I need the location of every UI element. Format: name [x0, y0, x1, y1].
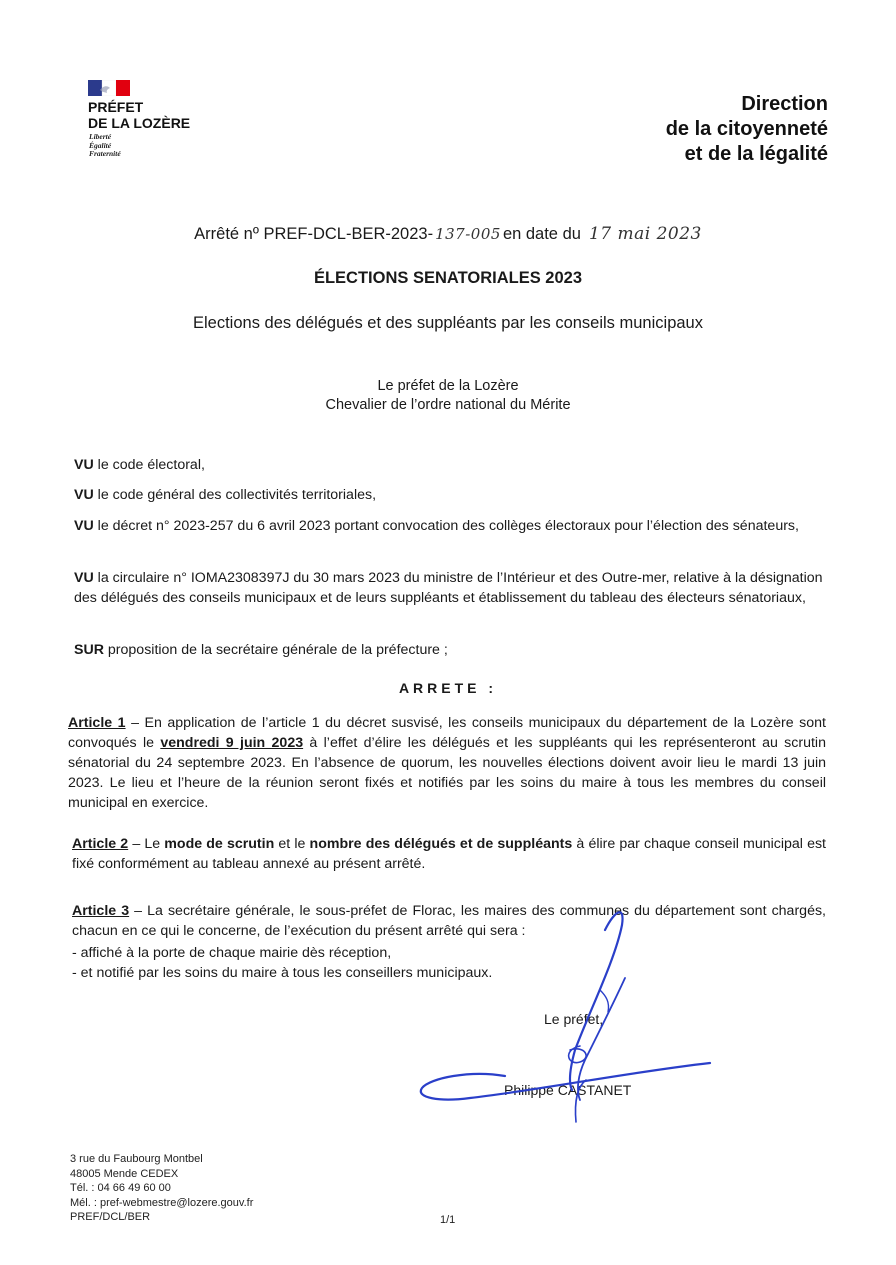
article-2-label: Article 2: [72, 836, 129, 852]
signature-flick: [600, 990, 609, 1012]
article-1-date-highlight: vendredi 9 juin 2023: [160, 735, 304, 751]
prefet-identity: [0, 377, 896, 415]
page-number: 1/1: [440, 1214, 456, 1226]
prefet-identity-line-2: Chevalier de l’ordre national du Mérite: [325, 397, 571, 413]
direction-line-2: de la citoyenneté: [665, 118, 828, 140]
article-3-label: Article 3: [72, 903, 130, 919]
visa-keyword: VU: [74, 570, 94, 586]
footer-line-4: Mél. : pref-webmestre@lozere.gouv.fr: [70, 1196, 254, 1209]
prefet-identity-line-1: Le préfet de la Lozère: [377, 378, 519, 394]
visa-text: le code général des collectivités territoriales,: [93, 487, 377, 503]
signature-loop: [569, 1046, 586, 1063]
visa-keyword: SUR: [74, 642, 104, 658]
article-2: [72, 834, 826, 874]
visa-5: [74, 640, 826, 660]
arrete-number-handwritten: 137-005: [435, 225, 501, 243]
visa-text: le décret n° 2023-257 du 6 avril 2023 portant convocation des collèges électoraux pour l’élection des sénateurs,: [93, 518, 799, 534]
visa-4: [74, 568, 826, 608]
flag-red-band: [116, 80, 130, 96]
visa-keyword: VU: [74, 487, 94, 503]
document-subtitle: Elections des délégués et des suppléants par les conseils municipaux: [193, 314, 703, 332]
prefet-line-2: DE LA LOZÈRE: [88, 115, 191, 131]
article-2-text-b: et le: [274, 836, 310, 852]
handwritten-signature: [410, 900, 730, 1130]
article-3-bullet-2: - et notifié par les soins du maire à tous les conseillers municipaux.: [72, 965, 493, 981]
republic-motto: [89, 133, 121, 159]
visa-text: le code électoral,: [93, 457, 205, 473]
article-2-text-c: à élire par chaque conseil municipal est fixé conformément au tableau annexé au présent arrêté.: [72, 836, 827, 872]
footer-address: [70, 1152, 253, 1225]
prefecture-name: [88, 99, 190, 131]
motto-liberte: Liberté: [89, 132, 112, 141]
flag-blue-band: [88, 80, 102, 96]
visa-keyword: VU: [74, 457, 94, 473]
visa-3: [74, 516, 826, 536]
footer-line-1: 3 rue du Faubourg Montbel: [70, 1153, 203, 1165]
footer-line-3: Tél. : 04 66 49 60 00: [70, 1182, 171, 1194]
arrete-middle: en date du: [502, 225, 581, 243]
footer-line-5: PREF/DCL/BER: [70, 1211, 151, 1223]
signature-title: Le préfet,: [544, 1011, 604, 1027]
prefet-line-1: PRÉFET: [88, 99, 144, 115]
article-1: [68, 713, 826, 813]
visa-1: [74, 455, 826, 475]
direction-line-3: et de la légalité: [684, 143, 828, 165]
article-3-bullet-1: - affiché à la porte de chaque mairie dès réception,: [72, 945, 392, 961]
visa-keyword: VU: [74, 518, 94, 534]
signature-underline-sweep: [421, 1063, 710, 1100]
direction-block: [666, 92, 828, 167]
motto-fraternite: Fraternité: [89, 149, 121, 158]
article-1-text-a: – En application de l’article 1 du décret susvisé, les conseils municipaux du département de la Lozère sont convoqués le: [68, 715, 826, 751]
article-1-text-b: à l’effet d’élire les délégués et les suppléants qui les représenteront au scrutin sénatorial du 24 septembre 2023. En l’absence de quorum, les nouvelles élections doivent avoir lieu le mardi 13 juin 2023. Le lieu et l’heure de la réunion seront fixés et notifiés par les soins du maire à tous les membres du conseil municipal en exercice.: [68, 735, 826, 811]
article-1-label: Article 1: [68, 715, 126, 731]
document-title: ÉLECTIONS SENATORIALES 2023: [313, 269, 583, 287]
visa-text: la circulaire n° IOMA2308397J du 30 mars 2023 du ministre de l’Intérieur et des Outre-mer, relative à la désignation des délégués des conseils municipaux et de leurs suppléants et établissement du tableau des électeurs sénatoriaux,: [74, 570, 823, 606]
signature-name: Philippe CASTANET: [504, 1082, 632, 1098]
article-2-bold-2: nombre des délégués et de suppléants: [309, 836, 573, 852]
article-3-text: – La secrétaire générale, le sous-préfet de Florac, les maires des communes du département sont chargés, chacun en ce qui le concerne, de l’exécution du présent arrêté qui sera :: [72, 903, 826, 939]
visa-text: proposition de la secrétaire générale de la préfecture ;: [103, 642, 448, 658]
article-2-bold-1: mode de scrutin: [164, 836, 275, 852]
arrete-date-handwritten: 17 mai 2023: [588, 224, 702, 244]
motto-egalite: Égalité: [89, 140, 112, 150]
footer-line-2: 48005 Mende CEDEX: [70, 1167, 179, 1180]
article-2-text-a: – Le: [128, 836, 165, 852]
arrete-reference: [0, 224, 896, 244]
direction-line-1: Direction: [741, 93, 828, 115]
visa-2: [74, 485, 826, 505]
marianne-logo: [88, 80, 130, 96]
arrete-prefix: Arrêté nº PREF-DCL-BER-2023-: [194, 225, 434, 243]
arrete-decision-heading: ARRETE :: [398, 680, 498, 696]
